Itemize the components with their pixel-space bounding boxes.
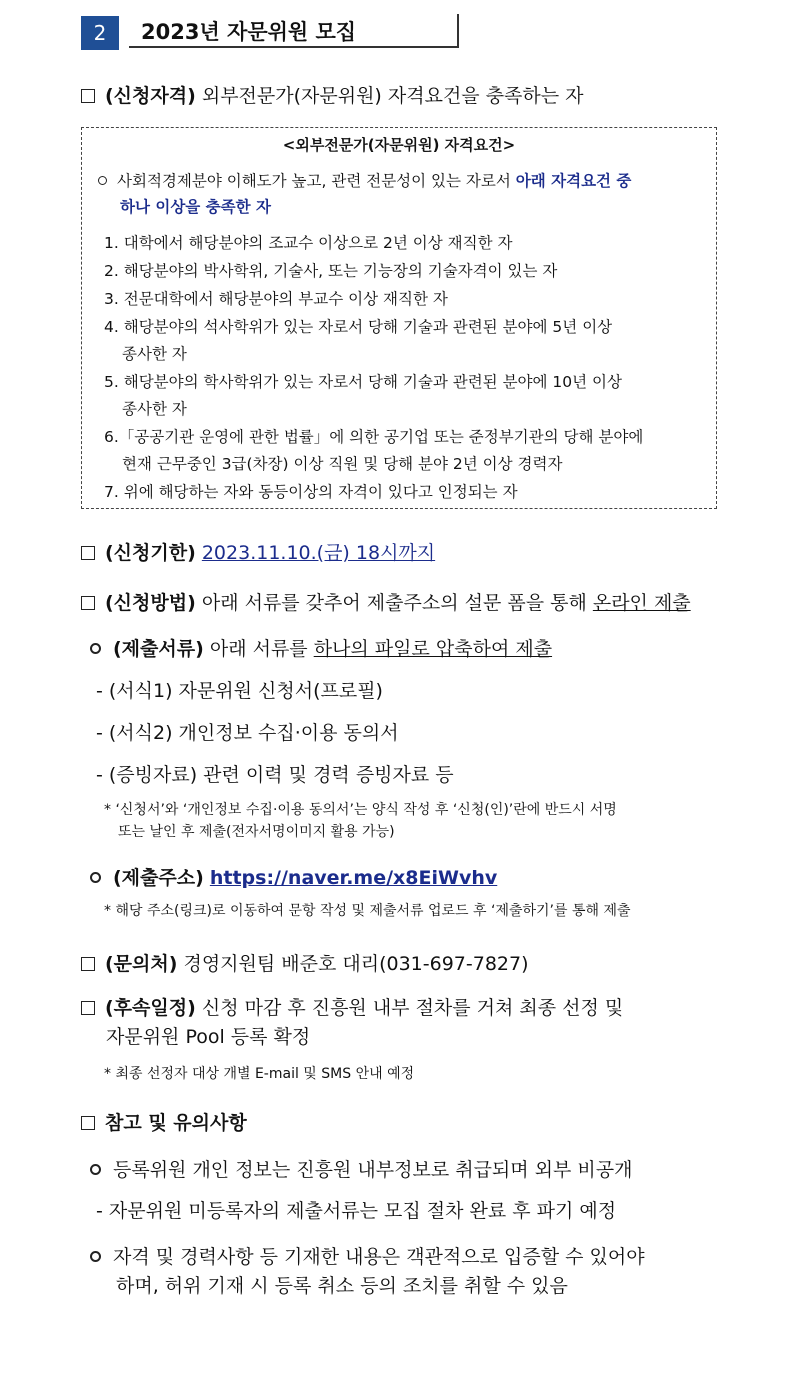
req-item-6-cont: 현재 근무중인 3급(차장) 이상 직원 및 당해 분야 2년 이상 경력자 xyxy=(122,455,563,473)
notes-item-1 xyxy=(90,1158,632,1182)
intro-emphasis: 아래 자격요건 중 xyxy=(515,172,632,190)
checkbox-square-icon xyxy=(81,1116,95,1130)
box-title: <외부전문가(자문위원) 자격요건> xyxy=(282,136,516,154)
qualification-label: (신청자격) xyxy=(105,85,196,107)
address-note: * 해당 주소(링크)로 이동하여 문항 작성 및 제출서류 업로드 후 ‘제출하기’를 통해 제출 xyxy=(104,903,631,919)
doc-item-1: - (서식1) 자문위원 신청서(프로필) xyxy=(96,680,383,702)
method-text: 아래 서류를 갖추어 제출주소의 설문 폼을 통해 xyxy=(195,592,593,614)
notes-item-2-cont: 하며, 허위 기재 시 등록 취소 등의 조치를 취할 수 있음 xyxy=(116,1275,568,1297)
req-item-6: 6.「공공기관 운영에 관한 법률」에 의한 공기업 또는 준정부기관의 당해 분야에 xyxy=(104,428,644,446)
contact-text: 경영지원팀 배준호 대리(031-697-7827) xyxy=(177,953,529,975)
intro-emphasis-2: 하나 이상을 충족한 자 xyxy=(120,198,271,216)
notes-item-1-text: 등록위원 개인 정보는 진흥원 내부정보로 취급되며 외부 비공개 xyxy=(113,1159,633,1181)
circle-bullet-icon xyxy=(90,1164,101,1175)
method-line xyxy=(81,591,691,615)
docs-note-1-cont: 또는 날인 후 제출(전자서명이미지 활용 가능) xyxy=(118,824,395,840)
req-item-1: 1. 대학에서 해당분야의 조교수 이상으로 2년 이상 재직한 자 xyxy=(104,234,513,252)
method-online: 온라인 제출 xyxy=(592,592,691,614)
section-title: 2023년 자문위원 모집 xyxy=(129,14,459,48)
req-item-4-cont: 종사한 자 xyxy=(122,345,187,363)
checkbox-square-icon xyxy=(81,546,95,560)
address-link[interactable]: https://naver.me/x8EiWvhv xyxy=(209,867,498,889)
schedule-text: 신청 마감 후 진흥원 내부 절차를 거쳐 최종 선정 및 xyxy=(195,997,624,1019)
req-item-5-cont: 종사한 자 xyxy=(122,400,187,418)
doc-item-2: - (서식2) 개인정보 수집·이용 동의서 xyxy=(96,722,399,744)
notes-item-2 xyxy=(90,1245,645,1269)
deadline-value: 2023.11.10.(금) 18시까지 xyxy=(201,542,436,564)
checkbox-square-icon xyxy=(81,1001,95,1015)
schedule-label: (후속일정) xyxy=(105,997,196,1019)
intro-text: 사회적경제분야 이해도가 높고, 관련 전문성이 있는 자로서 xyxy=(117,172,516,190)
doc-item-3: - (증빙자료) 관련 이력 및 경력 증빙자료 등 xyxy=(96,764,454,786)
docs-label: (제출서류) xyxy=(113,638,204,660)
notes-title: 참고 및 유의사항 xyxy=(105,1112,247,1134)
deadline-line xyxy=(81,541,435,565)
notes-title-line xyxy=(81,1111,247,1135)
contact-label: (문의처) xyxy=(105,953,178,975)
docs-emphasis: 하나의 파일로 압축하여 제출 xyxy=(313,638,553,660)
qualification-line xyxy=(81,84,584,108)
checkbox-square-icon xyxy=(81,596,95,610)
notes-item-1-sub: - 자문위원 미등록자의 제출서류는 모집 절차 완료 후 파기 예정 xyxy=(96,1200,617,1222)
circle-bullet-icon xyxy=(90,872,101,883)
address-label: (제출주소) xyxy=(113,867,204,889)
circle-bullet-icon xyxy=(98,176,107,185)
req-item-2: 2. 해당분야의 박사학위, 기술사, 또는 기능장의 기술자격이 있는 자 xyxy=(104,262,558,280)
box-intro xyxy=(98,170,631,192)
qualification-text: 외부전문가(자문위원) 자격요건을 충족하는 자 xyxy=(195,85,584,107)
circle-bullet-icon xyxy=(90,643,101,654)
address-line xyxy=(90,866,497,890)
req-item-7: 7. 위에 해당하는 자와 동등이상의 자격이 있다고 인정되는 자 xyxy=(104,483,518,501)
method-label: (신청방법) xyxy=(105,592,196,614)
docs-text: 아래 서류를 xyxy=(203,638,314,660)
checkbox-square-icon xyxy=(81,957,95,971)
checkbox-square-icon xyxy=(81,89,95,103)
docs-line xyxy=(90,637,552,661)
schedule-line xyxy=(81,996,623,1020)
req-item-4: 4. 해당분야의 석사학위가 있는 자로서 당해 기술과 관련된 분야에 5년 이상 xyxy=(104,318,613,336)
notes-item-2-text: 자격 및 경력사항 등 기재한 내용은 객관적으로 입증할 수 있어야 xyxy=(113,1246,645,1268)
schedule-note: * 최종 선정자 대상 개별 E-mail 및 SMS 안내 예정 xyxy=(104,1066,415,1082)
qualification-box xyxy=(81,127,717,509)
section-number: 2 xyxy=(81,16,119,50)
contact-line xyxy=(81,952,529,976)
circle-bullet-icon xyxy=(90,1251,101,1262)
schedule-text-cont: 자문위원 Pool 등록 확정 xyxy=(106,1026,311,1048)
deadline-label: (신청기한) xyxy=(105,542,196,564)
docs-note-1: * ‘신청서’와 ‘개인정보 수집·이용 동의서’는 양식 작성 후 ‘신청(인)’란에 반드시 서명 xyxy=(104,802,617,818)
req-item-5: 5. 해당분야의 학사학위가 있는 자로서 당해 기술과 관련된 분야에 10년 이상 xyxy=(104,373,623,391)
req-item-3: 3. 전문대학에서 해당분야의 부교수 이상 재직한 자 xyxy=(104,290,448,308)
